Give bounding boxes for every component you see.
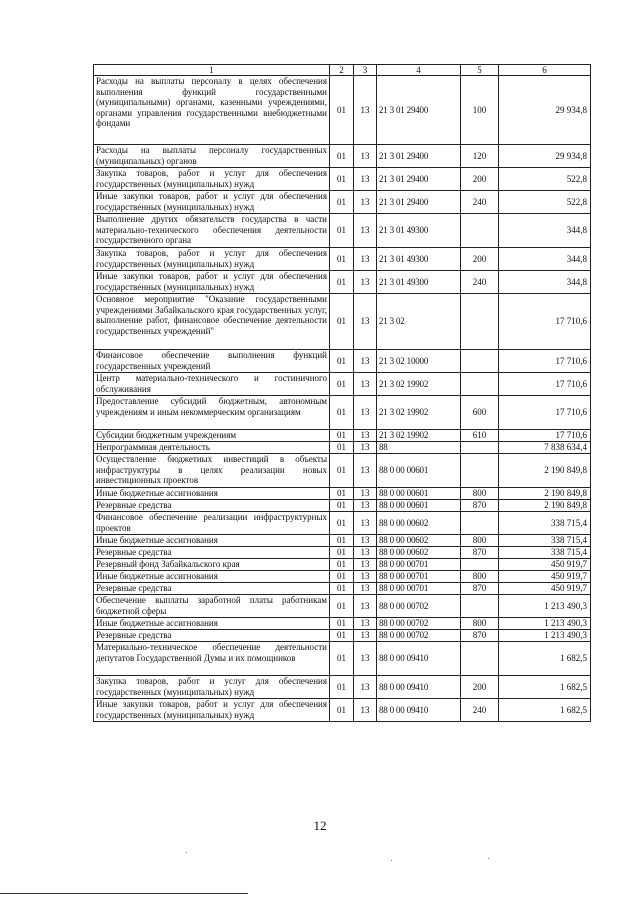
amount: 344,8	[499, 271, 591, 294]
target-article-code: 88 0 00 00601	[377, 454, 461, 488]
subsection-code: 13	[354, 642, 377, 676]
target-article-code: 21 3 01 29400	[377, 145, 461, 168]
item-name: Расходы на выплаты персоналу в целях обеспечения выполнения функций государственными (муниципальными) органами, казенными учреждениями, органами управления государственными внебюджетными фондами	[94, 76, 330, 145]
target-article-code: 21 3 01 29400	[377, 191, 461, 214]
item-name: Резервные средства	[94, 630, 330, 642]
header-cell: 1	[94, 65, 330, 76]
subsection-code: 13	[354, 430, 377, 442]
table-row	[94, 294, 591, 350]
section-code: 01	[330, 350, 354, 373]
expense-type-code	[461, 294, 499, 350]
section-code: 01	[330, 547, 354, 559]
table-row	[94, 373, 591, 396]
table-row	[94, 676, 591, 699]
target-article-code: 21 3 01 29400	[377, 76, 461, 145]
expense-type-code: 800	[461, 488, 499, 500]
amount: 17 710,6	[499, 430, 591, 442]
amount: 29 934,8	[499, 76, 591, 145]
expense-type-code	[461, 642, 499, 676]
target-article-code: 88 0 00 09410	[377, 676, 461, 699]
section-code: 01	[330, 500, 354, 512]
expense-type-code: 200	[461, 248, 499, 271]
amount: 17 710,6	[499, 396, 591, 430]
subsection-code: 13	[354, 191, 377, 214]
subsection-code: 13	[354, 676, 377, 699]
table-row	[94, 559, 591, 571]
section-code: 01	[330, 454, 354, 488]
section-code: 01	[330, 442, 354, 454]
target-article-code: 88 0 00 00601	[377, 500, 461, 512]
target-article-code: 88 0 00 00701	[377, 559, 461, 571]
target-article-code: 21 3 02	[377, 294, 461, 350]
scan-speck	[186, 852, 187, 853]
section-code: 01	[330, 191, 354, 214]
expense-type-code	[461, 373, 499, 396]
amount: 450 919,7	[499, 571, 591, 583]
expense-type-code: 240	[461, 191, 499, 214]
expense-type-code: 870	[461, 583, 499, 595]
amount: 522,8	[499, 168, 591, 191]
subsection-code: 13	[354, 512, 377, 535]
expense-type-code: 240	[461, 699, 499, 722]
scan-speck	[391, 860, 392, 861]
subsection-code: 13	[354, 76, 377, 145]
expense-type-code: 870	[461, 547, 499, 559]
table-row	[94, 248, 591, 271]
table-row	[94, 500, 591, 512]
item-name: Центр материально-технического и гостиничного обслуживания	[94, 373, 330, 396]
section-code: 01	[330, 271, 354, 294]
section-code: 01	[330, 430, 354, 442]
amount: 1 682,5	[499, 642, 591, 676]
expense-type-code: 200	[461, 168, 499, 191]
subsection-code: 13	[354, 488, 377, 500]
target-article-code: 88 0 00 00702	[377, 595, 461, 618]
item-name: Материально-техническое обеспечение деятельности депутатов Государственной Думы и их помощников	[94, 642, 330, 676]
subsection-code: 13	[354, 271, 377, 294]
section-code: 01	[330, 294, 354, 350]
table-row	[94, 642, 591, 676]
item-name: Иные закупки товаров, работ и услуг для обеспечения государственных (муниципальных) нужд	[94, 699, 330, 722]
target-article-code: 21 3 02 19902	[377, 430, 461, 442]
section-code: 01	[330, 699, 354, 722]
table-row	[94, 430, 591, 442]
target-article-code: 21 3 01 49300	[377, 214, 461, 248]
subsection-code: 13	[354, 145, 377, 168]
subsection-code: 13	[354, 618, 377, 630]
table-row	[94, 571, 591, 583]
amount: 2 190 849,8	[499, 500, 591, 512]
amount: 17 710,6	[499, 294, 591, 350]
section-code: 01	[330, 488, 354, 500]
expense-type-code	[461, 512, 499, 535]
table-row	[94, 76, 591, 145]
item-name: Предоставление субсидий бюджетным, автономным учреждениям и иным некоммерческим организациям	[94, 396, 330, 430]
target-article-code: 21 3 02 10000	[377, 350, 461, 373]
section-code: 01	[330, 373, 354, 396]
item-name: Резервные средства	[94, 547, 330, 559]
subsection-code: 13	[354, 583, 377, 595]
amount: 17 710,6	[499, 350, 591, 373]
target-article-code: 21 3 02 19902	[377, 396, 461, 430]
item-name: Резервные средства	[94, 500, 330, 512]
section-code: 01	[330, 642, 354, 676]
subsection-code: 13	[354, 547, 377, 559]
table-header-row	[94, 65, 591, 76]
expense-type-code: 870	[461, 630, 499, 642]
expense-type-code: 610	[461, 430, 499, 442]
header-cell: 2	[330, 65, 354, 76]
subsection-code: 13	[354, 442, 377, 454]
subsection-code: 13	[354, 595, 377, 618]
amount: 338 715,4	[499, 547, 591, 559]
table-row	[94, 350, 591, 373]
target-article-code: 88 0 00 00602	[377, 547, 461, 559]
amount: 1 213 490,3	[499, 618, 591, 630]
target-article-code: 88 0 00 09410	[377, 642, 461, 676]
item-name: Осуществление бюджетных инвестиций в объекты инфраструктуры в целях реализации новых инвестиционных проектов	[94, 454, 330, 488]
amount: 450 919,7	[499, 559, 591, 571]
subsection-code: 13	[354, 500, 377, 512]
section-code: 01	[330, 595, 354, 618]
item-name: Финансовое обеспечение выполнения функций государственных учреждений	[94, 350, 330, 373]
item-name: Иные бюджетные ассигнования	[94, 571, 330, 583]
expense-type-code: 600	[461, 396, 499, 430]
item-name: Резервные средства	[94, 583, 330, 595]
section-code: 01	[330, 145, 354, 168]
table-row	[94, 145, 591, 168]
item-name: Резервный фонд Забайкальского края	[94, 559, 330, 571]
item-name: Закупка товаров, работ и услуг для обеспечения государственных (муниципальных) нужд	[94, 168, 330, 191]
subsection-code: 13	[354, 630, 377, 642]
item-name: Иные закупки товаров, работ и услуг для обеспечения государственных (муниципальных) нужд	[94, 191, 330, 214]
target-article-code: 88 0 00 00601	[377, 488, 461, 500]
item-name: Субсидии бюджетным учреждениям	[94, 430, 330, 442]
expense-type-code	[461, 595, 499, 618]
expense-type-code	[461, 559, 499, 571]
amount: 338 715,4	[499, 512, 591, 535]
table-row	[94, 535, 591, 547]
subsection-code: 13	[354, 168, 377, 191]
amount: 7 838 634,4	[499, 442, 591, 454]
target-article-code: 88 0 00 00702	[377, 630, 461, 642]
amount: 29 934,8	[499, 145, 591, 168]
item-name: Финансовое обеспечение реализации инфраструктурных проектов	[94, 512, 330, 535]
item-name: Закупка товаров, работ и услуг для обеспечения государственных (муниципальных) нужд	[94, 248, 330, 271]
table-row	[94, 583, 591, 595]
target-article-code: 88 0 00 09410	[377, 699, 461, 722]
table-row	[94, 396, 591, 430]
subsection-code: 13	[354, 214, 377, 248]
subsection-code: 13	[354, 699, 377, 722]
expense-type-code: 100	[461, 76, 499, 145]
section-code: 01	[330, 512, 354, 535]
subsection-code: 13	[354, 350, 377, 373]
table-row	[94, 442, 591, 454]
table-row	[94, 595, 591, 618]
expense-type-code: 870	[461, 500, 499, 512]
subsection-code: 13	[354, 373, 377, 396]
table-row	[94, 191, 591, 214]
section-code: 01	[330, 396, 354, 430]
header-cell: 6	[499, 65, 591, 76]
expense-type-code	[461, 350, 499, 373]
section-code: 01	[330, 248, 354, 271]
target-article-code: 21 3 01 49300	[377, 271, 461, 294]
section-code: 01	[330, 583, 354, 595]
amount: 1 213 490,3	[499, 630, 591, 642]
section-code: 01	[330, 535, 354, 547]
expense-type-code	[461, 454, 499, 488]
subsection-code: 13	[354, 248, 377, 271]
subsection-code: 13	[354, 454, 377, 488]
target-article-code: 21 3 01 29400	[377, 168, 461, 191]
amount: 522,8	[499, 191, 591, 214]
expense-type-code: 240	[461, 271, 499, 294]
target-article-code: 21 3 02 19902	[377, 373, 461, 396]
header-cell: 3	[354, 65, 377, 76]
amount: 2 190 849,8	[499, 454, 591, 488]
expense-type-code: 800	[461, 535, 499, 547]
amount: 2 190 849,8	[499, 488, 591, 500]
subsection-code: 13	[354, 571, 377, 583]
amount: 1 213 490,3	[499, 595, 591, 618]
table-row	[94, 512, 591, 535]
expense-type-code	[461, 214, 499, 248]
item-name: Иные закупки товаров, работ и услуг для обеспечения государственных (муниципальных) нужд	[94, 271, 330, 294]
section-code: 01	[330, 676, 354, 699]
scan-speck	[488, 858, 489, 859]
table-row	[94, 488, 591, 500]
item-name: Иные бюджетные ассигнования	[94, 618, 330, 630]
table-row	[94, 214, 591, 248]
expense-type-code: 800	[461, 618, 499, 630]
table-row	[94, 699, 591, 722]
budget-table	[93, 64, 591, 722]
amount: 17 710,6	[499, 373, 591, 396]
header-cell: 4	[377, 65, 461, 76]
table-row	[94, 618, 591, 630]
amount: 1 682,5	[499, 699, 591, 722]
table-row	[94, 271, 591, 294]
subsection-code: 13	[354, 294, 377, 350]
item-name: Иные бюджетные ассигнования	[94, 535, 330, 547]
table-row	[94, 168, 591, 191]
item-name: Закупка товаров, работ и услуг для обеспечения государственных (муниципальных) нужд	[94, 676, 330, 699]
amount: 450 919,7	[499, 583, 591, 595]
target-article-code: 88 0 00 00602	[377, 512, 461, 535]
section-code: 01	[330, 618, 354, 630]
table-row	[94, 630, 591, 642]
subsection-code: 13	[354, 396, 377, 430]
target-article-code: 21 3 01 49300	[377, 248, 461, 271]
expense-type-code: 200	[461, 676, 499, 699]
section-code: 01	[330, 168, 354, 191]
expense-type-code: 800	[461, 571, 499, 583]
section-code: 01	[330, 559, 354, 571]
target-article-code: 88	[377, 442, 461, 454]
section-code: 01	[330, 571, 354, 583]
target-article-code: 88 0 00 00602	[377, 535, 461, 547]
item-name: Непрограммная деятельность	[94, 442, 330, 454]
table-row	[94, 547, 591, 559]
section-code: 01	[330, 76, 354, 145]
table-row	[94, 454, 591, 488]
item-name: Иные бюджетные ассигнования	[94, 488, 330, 500]
item-name: Расходы на выплаты персоналу государственных (муниципальных) органов	[94, 145, 330, 168]
section-code: 01	[330, 214, 354, 248]
subsection-code: 13	[354, 535, 377, 547]
item-name: Основное мероприятие "Оказание государственными учреждениями Забайкальского края государственных услуг, выполнение работ, финансовое обеспечение деятельности государственных учреждений"	[94, 294, 330, 350]
subsection-code: 13	[354, 559, 377, 571]
amount: 338 715,4	[499, 535, 591, 547]
section-code: 01	[330, 630, 354, 642]
header-cell: 5	[461, 65, 499, 76]
amount: 344,8	[499, 248, 591, 271]
target-article-code: 88 0 00 00702	[377, 618, 461, 630]
page-number: 12	[313, 818, 327, 833]
expense-type-code	[461, 442, 499, 454]
footer-divider	[0, 893, 248, 894]
amount: 1 682,5	[499, 676, 591, 699]
target-article-code: 88 0 00 00701	[377, 571, 461, 583]
amount: 344,8	[499, 214, 591, 248]
item-name: Выполнение других обязательств государства в части материально-технического обеспечения деятельности государственного органа	[94, 214, 330, 248]
expense-type-code: 120	[461, 145, 499, 168]
target-article-code: 88 0 00 00701	[377, 583, 461, 595]
item-name: Обеспечение выплаты заработной платы работникам бюджетной сферы	[94, 595, 330, 618]
